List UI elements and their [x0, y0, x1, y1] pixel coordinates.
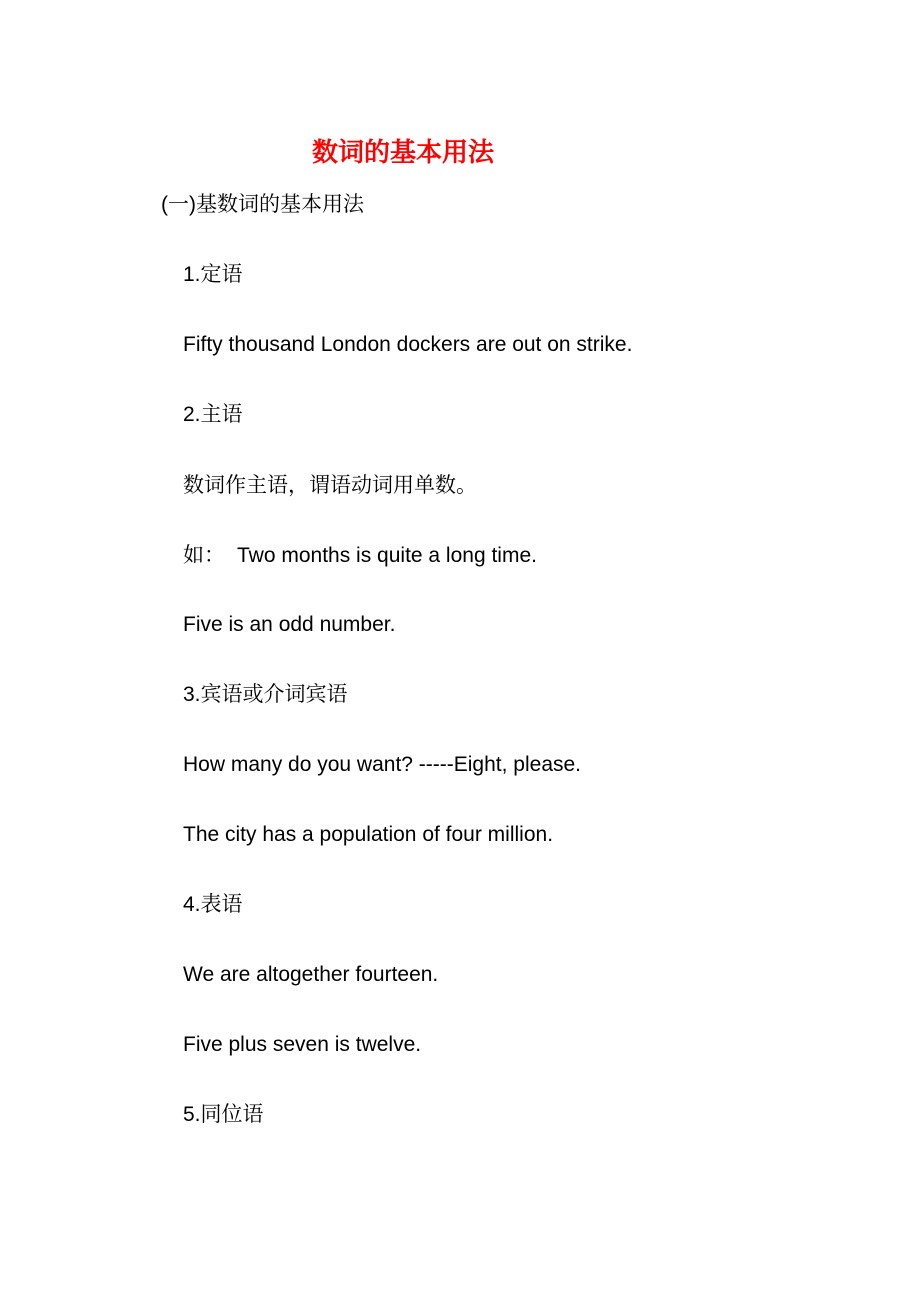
- example-label: 如：: [183, 543, 225, 567]
- usage-heading-object: 3.宾语或介词宾语: [183, 683, 348, 706]
- document-title: 数词的基本用法: [311, 138, 494, 169]
- example-predicative-twelve: Five plus seven is twelve.: [183, 1033, 422, 1056]
- usage-heading-subject: 2.主语: [183, 403, 243, 426]
- usage-heading-predicative: 4.表语: [183, 893, 243, 916]
- example-sentence: Two months is quite a long time.: [237, 544, 537, 567]
- usage-heading-appositive: 5.同位语: [183, 1103, 264, 1126]
- usage-heading-attributive: 1.定语: [183, 263, 243, 286]
- example-subject-five: Five is an odd number.: [183, 613, 396, 636]
- example-object-question: How many do you want? -----Eight, please.: [183, 753, 582, 776]
- example-predicative-fourteen: We are altogether fourteen.: [183, 963, 439, 986]
- subject-rule: 数词作主语，谓语动词用单数。: [183, 473, 477, 497]
- section-heading: (一)基数词的基本用法: [161, 193, 364, 216]
- example-attributive: Fifty thousand London dockers are out on strike.: [183, 333, 633, 356]
- example-object-population: The city has a population of four million.: [183, 823, 554, 846]
- example-subject-months: [183, 540, 537, 571]
